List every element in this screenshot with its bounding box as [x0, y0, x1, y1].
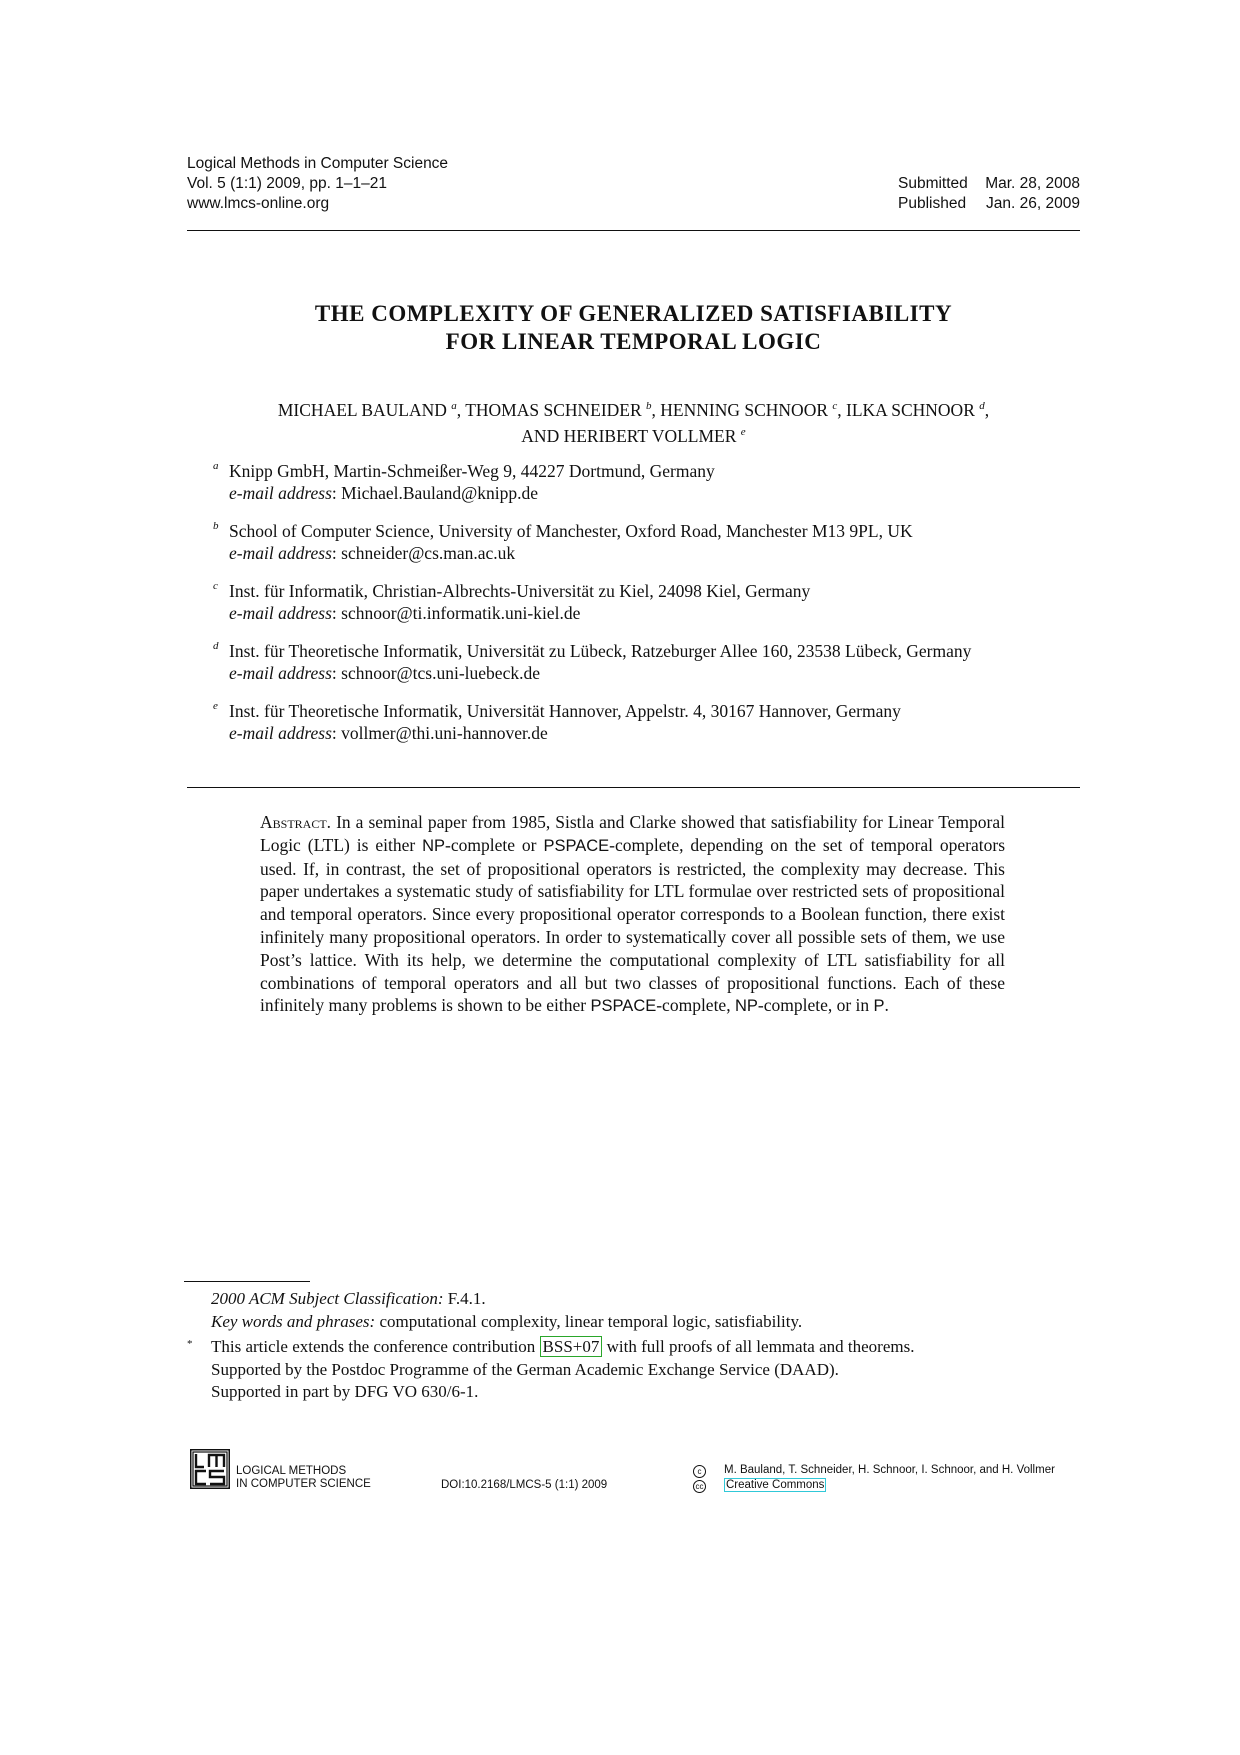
affiliation-address: Knipp GmbH, Martin-Schmeißer-Weg 9, 44227 Dortmund, Germany: [229, 461, 715, 481]
copyright-icon: c: [693, 1465, 706, 1478]
email-address[interactable]: schneider@cs.man.ac.uk: [341, 543, 516, 563]
affiliation-mark: a: [213, 460, 219, 472]
copyright-holders: M. Bauland, T. Schneider, H. Schnoor, I. Schnoor, and H. Vollmer: [724, 1464, 1055, 1476]
abstract-text: -complete,: [656, 995, 731, 1016]
journal-volume: Vol. 5 (1:1) 2009, pp. 1–1–21: [187, 175, 387, 192]
abstract-text: -complete, or in: [757, 995, 870, 1016]
abstract-text: -complete or: [445, 834, 537, 855]
author-mark: d: [979, 400, 985, 412]
author-name: AND HERIBERT VOLLMER: [521, 425, 737, 446]
support-note: Supported by the Postdoc Programme of the German Academic Exchange Service (DAAD).: [211, 1359, 839, 1379]
affiliation-mark: d: [213, 640, 219, 652]
support-note: Supported in part by DFG VO 630/6-1.: [211, 1382, 479, 1401]
email-address[interactable]: Michael.Bauland@knipp.de: [341, 483, 539, 503]
email-address[interactable]: vollmer@thi.uni-hannover.de: [341, 723, 548, 743]
abstract-text: .: [884, 995, 889, 1016]
email-label: e-mail address: [229, 603, 332, 623]
creative-commons-icon: cc: [693, 1480, 706, 1493]
affiliation: c Inst. für Informatik, Christian-Albrechts-Universität zu Kiel, 24098 Kiel, Germany e-mail address: schnoor@ti.informatik.uni-kiel.de: [213, 580, 1080, 624]
email-address[interactable]: schnoor@ti.informatik.uni-kiel.de: [341, 603, 581, 623]
acm-label: 2000 ACM Subject Classification:: [211, 1289, 444, 1308]
abstract-text: In a seminal paper from 1985, Sistla and Clarke showed that satisfiability for Linear Temporal Logic (LTL) is either: [260, 812, 1006, 855]
journal-header: [187, 154, 448, 214]
complexity-class: NP: [734, 997, 758, 1016]
affiliation-mark: e: [213, 700, 218, 712]
header-divider: [187, 230, 1080, 231]
published-date: Jan. 26, 2009: [986, 195, 1080, 212]
journal-name: Logical Methods in Computer Science: [187, 155, 449, 172]
complexity-class: P: [873, 997, 885, 1016]
paper-title: [187, 300, 1080, 356]
doi: DOI:10.2168/LMCS-5 (1:1) 2009: [441, 1479, 608, 1491]
citation-link[interactable]: BSS+07: [540, 1336, 603, 1357]
author-name: THOMAS SCHNEIDER: [465, 399, 642, 420]
author-mark: e: [740, 425, 746, 438]
author-mark: b: [646, 400, 652, 412]
affiliation-address: Inst. für Informatik, Christian-Albrechts-Universität zu Kiel, 24098 Kiel, Germany: [229, 581, 811, 601]
published-label: Published: [898, 195, 967, 212]
author-name: MICHAEL BAULAND: [277, 399, 447, 420]
lmcs-logo-icon: [190, 1449, 230, 1489]
publication-dates: [898, 174, 1080, 214]
affiliations: [213, 460, 1080, 760]
submitted-date: Mar. 28, 2008: [985, 175, 1080, 192]
extension-text: with full proofs of all lemmata and theorems.: [606, 1337, 915, 1356]
copyright-block: [693, 1463, 1055, 1493]
complexity-class: PSPACE: [590, 997, 657, 1016]
keywords-label: Key words and phrases:: [211, 1311, 376, 1331]
email-label: e-mail address: [229, 543, 332, 563]
affiliation-address: Inst. für Theoretische Informatik, Universität zu Lübeck, Ratzeburger Allee 160, 23538 Lübeck, Germany: [229, 641, 972, 661]
affiliation-mark: b: [213, 520, 219, 532]
affiliation-address: Inst. für Theoretische Informatik, Universität Hannover, Appelstr. 4, 30167 Hannover, Germany: [229, 701, 901, 721]
footnote-star: *: [187, 1338, 193, 1350]
affiliation: e Inst. für Theoretische Informatik, Universität Hannover, Appelstr. 4, 30167 Hannover, Germany e-mail address: vollmer@thi.uni-hannover.de: [213, 700, 1080, 744]
author-name: ILKA SCHNOOR: [846, 399, 975, 420]
footnotes: [187, 1288, 1080, 1404]
license-link[interactable]: Creative Commons: [726, 1479, 825, 1491]
affiliation: a Knipp GmbH, Martin-Schmeißer-Weg 9, 44227 Dortmund, Germany e-mail address: Michael.Bauland@knipp.de: [213, 460, 1080, 504]
author-mark: a: [451, 400, 457, 412]
logo-line: LOGICAL METHODS: [236, 1465, 347, 1477]
extension-text: This article extends the conference contribution: [211, 1337, 536, 1356]
complexity-class: PSPACE: [543, 836, 610, 855]
title-line-2: FOR LINEAR TEMPORAL LOGIC: [445, 329, 822, 354]
affiliation-mark: c: [213, 580, 218, 592]
affiliation: b School of Computer Science, University of Manchester, Oxford Road, Manchester M13 9PL, UK e-mail address: schneider@cs.man.ac.uk: [213, 520, 1080, 564]
author-mark: c: [832, 400, 838, 412]
abstract: [260, 811, 1005, 1018]
abstract-label: Abstract.: [260, 812, 332, 832]
affiliation: d Inst. für Theoretische Informatik, Universität zu Lübeck, Ratzeburger Allee 160, 23538 Lübeck, Germany e-mail address: schnoor@tcs.uni-luebeck.de: [213, 640, 1080, 684]
author-list: MICHAEL BAULAND $^a$, THOMAS SCHNEIDER $^b$, HENNING SCHNOOR $^c$, ILKA SCHNOOR $^d$, AND HERIBERT VOLLMER $^e$: [277, 399, 990, 446]
affiliation-address: School of Computer Science, University of Manchester, Oxford Road, Manchester M13 9PL, UK: [229, 521, 913, 541]
logo-text: [236, 1465, 371, 1490]
abstract-text: -complete, depending on the set of temporal operators used. If, in contrast, the set of propositional operators is restricted, the complexity may decrease. This paper undertakes a systematic study of satisfiability for LTL formulae over restricted sets of propositional and temporal operators. Since every propositional operator corresponds to a Boolean function, there exist infinitely many propositional operators. In order to systematically cover all possible sets of them, we use Post’s lattice. With its help, we determine the computational complexity of LTL satisfiability for all combinations of temporal operators and all but two classes of propositional functions. Each of these infinitely many problems is shown to be either: [260, 834, 1006, 1016]
footnote-rule: [184, 1281, 310, 1282]
email-label: e-mail address: [229, 483, 332, 503]
author-name: HENNING SCHNOOR: [660, 399, 829, 420]
email-address[interactable]: schnoor@tcs.uni-luebeck.de: [341, 663, 540, 683]
email-label: e-mail address: [229, 723, 332, 743]
complexity-class: NP: [422, 836, 446, 855]
affiliations-divider: [187, 787, 1080, 788]
title-line-1: THE COMPLEXITY OF GENERALIZED SATISFIABILITY: [314, 301, 953, 326]
logo-line: IN COMPUTER SCIENCE: [236, 1477, 371, 1490]
email-label: e-mail address: [229, 663, 332, 683]
acm-value: F.4.1.: [447, 1289, 486, 1308]
submitted-label: Submitted: [898, 175, 968, 192]
keywords-value: computational complexity, linear temporal logic, satisfiability.: [379, 1311, 803, 1331]
journal-website: www.lmcs-online.org: [187, 195, 330, 212]
